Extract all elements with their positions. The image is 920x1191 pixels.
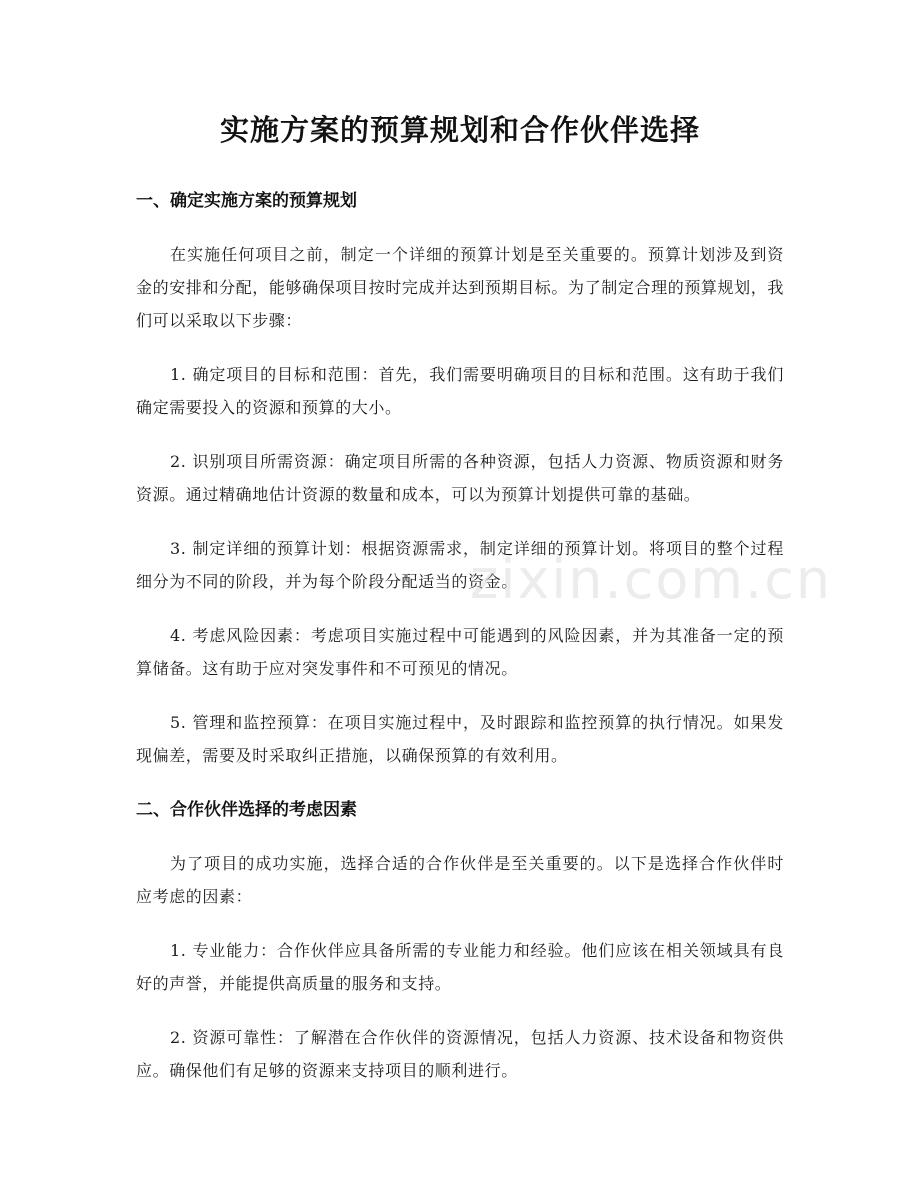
section-intro: 在实施任何项目之前，制定一个详细的预算计划是至关重要的。预算计划涉及到资金的安排和分配，能够确保项目按时完成并达到预期目标。为了制定合理的预算规划，我们可以采取以下步骤： xyxy=(136,245,784,330)
section-intro: 为了项目的成功实施，选择合适的合作伙伴是至关重要的。以下是选择合作伙伴时应考虑的因素： xyxy=(136,854,784,906)
section-heading: 二、合作伙伴选择的考虑因素 xyxy=(136,800,357,820)
list-item: 1. 确定项目的目标和范围：首先，我们需要明确项目的目标和范围。这有助于我们确定需要投入的资源和预算的大小。 xyxy=(136,365,784,417)
section-budget-planning xyxy=(136,184,784,772)
section-partner-selection xyxy=(136,793,784,1087)
list-item: 4. 考虑风险因素：考虑项目实施过程中可能遇到的风险因素，并为其准备一定的预算储备。这有助于应对突发事件和不可预见的情况。 xyxy=(136,626,784,678)
list-item: 2. 识别项目所需资源：确定项目所需的各种资源，包括人力资源、物质资源和财务资源。通过精确地估计资源的数量和成本，可以为预算计划提供可靠的基础。 xyxy=(136,452,784,504)
document-title: 实施方案的预算规划和合作伙伴选择 xyxy=(219,113,700,147)
list-item: 2. 资源可靠性：了解潜在合作伙伴的资源情况，包括人力资源、技术设备和物资供应。确保他们有足够的资源来支持项目的顺利进行。 xyxy=(136,1028,784,1080)
section-heading: 一、确定实施方案的预算规划 xyxy=(136,191,357,211)
list-item: 3. 制定详细的预算计划：根据资源需求，制定详细的预算计划。将项目的整个过程细分为不同的阶段，并为每个阶段分配适当的资金。 xyxy=(136,539,784,591)
document-body xyxy=(136,184,784,1108)
list-item: 5. 管理和监控预算：在项目实施过程中，及时跟踪和监控预算的执行情况。如果发现偏差，需要及时采取纠正措施，以确保预算的有效利用。 xyxy=(136,713,784,765)
watermark: zixin.com.cn xyxy=(470,548,833,611)
list-item: 1. 专业能力：合作伙伴应具备所需的专业能力和经验。他们应该在相关领域具有良好的声誉，并能提供高质量的服务和支持。 xyxy=(136,941,784,993)
